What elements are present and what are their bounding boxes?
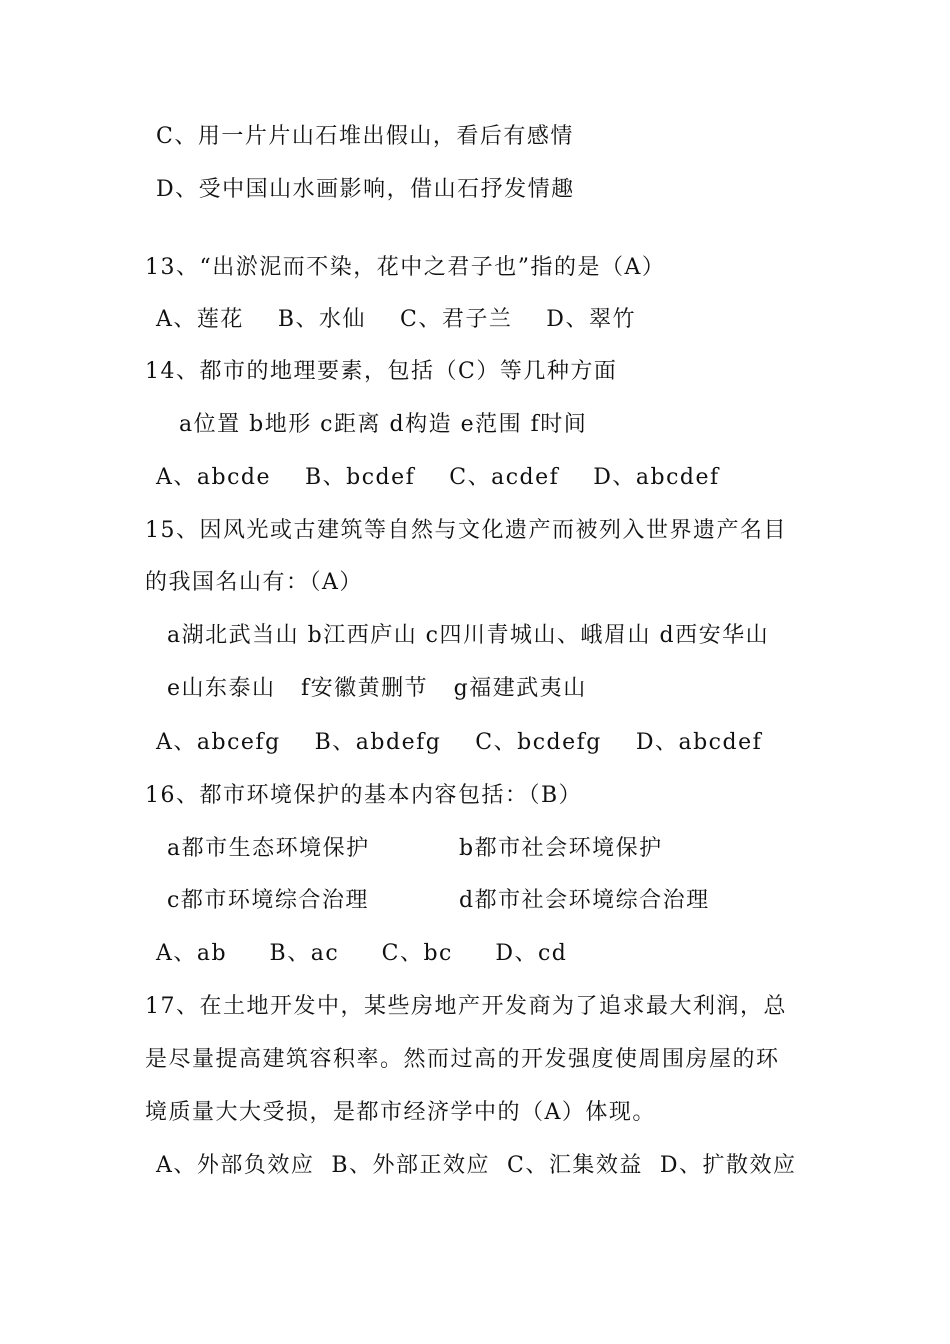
item-d-q16: d都市社会环境综合治理 <box>459 888 710 913</box>
items-q14: a位置 b地形 c距离 d构造 e范围 f时间 <box>179 412 588 437</box>
option-c-q12: C、用一片片山石堆出假山，看后有感情 <box>156 124 574 149</box>
question-17-line-2: 是尽量提高建筑容积率。然而过高的开发强度使周围房屋的环 <box>145 1047 780 1072</box>
question-16: 16、都市环境保护的基本内容包括：（B） <box>145 783 583 808</box>
option-d-q12: D、受中国山水画影响，借山石抒发情趣 <box>156 177 575 202</box>
question-17-line-3: 境质量大大受损，是都市经济学中的（A）体现。 <box>145 1100 656 1125</box>
item-a-q16: a都市生态环境保护 <box>167 836 370 861</box>
question-13: 13、“出淤泥而不染，花中之君子也”指的是（A） <box>145 255 666 280</box>
item-b-q16: b都市社会环境保护 <box>459 836 663 861</box>
question-14: 14、都市的地理要素，包括（C）等几种方面 <box>145 359 618 384</box>
options-q17: A、外部负效应 B、外部正效应 C、汇集效益 D、扩散效应 <box>156 1153 797 1178</box>
question-15-line-2: 的我国名山有：（A） <box>145 570 363 595</box>
options-q15: A、abcefg B、abdefg C、bcdefg D、abcdef <box>156 730 763 755</box>
item-c-q16: c都市环境综合治理 <box>167 888 369 913</box>
options-q13: A、莲花 B、水仙 C、君子兰 D、翠竹 <box>156 307 636 332</box>
items-q15-line-2: e山东泰山 f安徽黄删节 g福建武夷山 <box>167 676 587 701</box>
question-17-line-1: 17、在土地开发中，某些房地产开发商为了追求最大利润，总 <box>145 994 787 1019</box>
options-q14: A、abcde B、bcdef C、acdef D、abcdef <box>156 465 720 490</box>
items-q15-line-1: a湖北武当山 b江西庐山 c四川青城山、峨眉山 d西安华山 <box>167 623 770 648</box>
question-15-line-1: 15、因风光或古建筑等自然与文化遗产而被列入世界遗产名目 <box>145 518 787 543</box>
options-q16: A、ab B、ac C、bc D、cd <box>156 941 568 966</box>
